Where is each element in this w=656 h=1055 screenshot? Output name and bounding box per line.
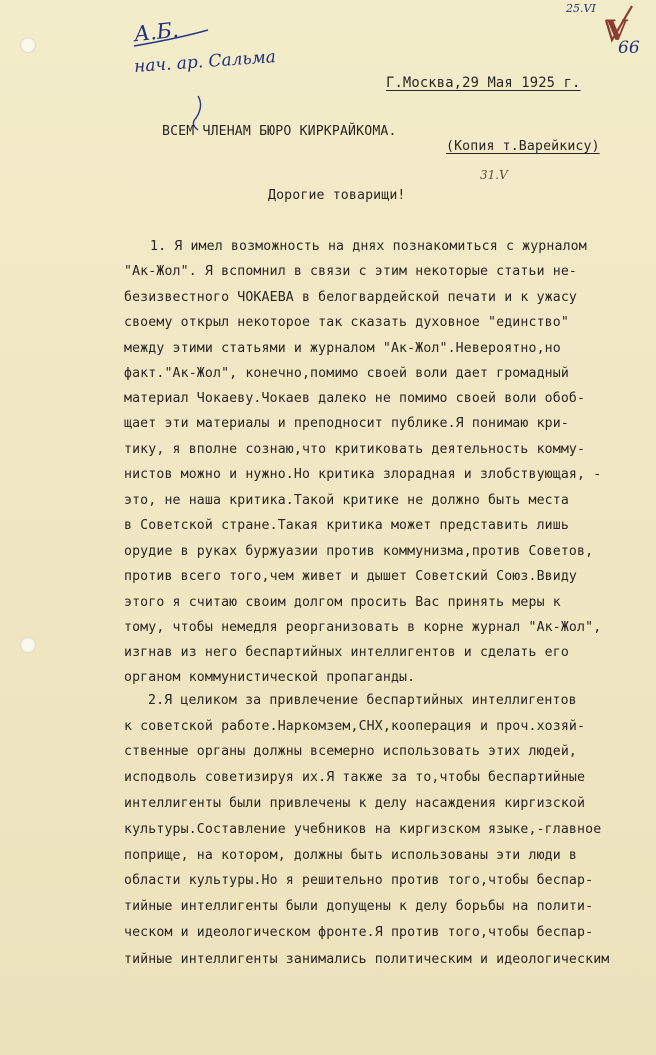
- folio-number: 66: [618, 38, 640, 58]
- body-line: 2.Я целиком за привлечение беспартийных интеллигентов: [148, 693, 577, 708]
- body-line: в Советской стране.Такая критика может представить лишь: [124, 518, 569, 533]
- body-line: органом коммунистической пропаганды.: [124, 670, 416, 685]
- salutation: Дорогие товарищи!: [268, 188, 406, 203]
- body-line: против всего того,чем живет и дышет Советский Союз.Ввиду: [124, 569, 578, 584]
- body-line: изгнав из него беспартийных интеллигентов и сделать его: [124, 645, 569, 660]
- body-line: интеллигенты были привлечены к делу насаждения киргизской: [124, 796, 586, 811]
- body-line: факт."Ак-Жол", конечно,помимо своей воли дает громадный: [124, 366, 569, 381]
- copy-to: (Копия т.Варейкису): [446, 139, 600, 154]
- body-line: щает эти материалы и преподносит публике.Я понимаю кри-: [124, 416, 569, 431]
- body-line: нистов можно и нужно.Но критика злорадная и злобствующая, -: [124, 467, 602, 482]
- body-line: тику, я вполне сознаю,что критиковать деятельность комму-: [124, 442, 586, 457]
- body-line: безизвестного ЧОКАЕВА в белогвардейской печати и к ужасу: [124, 290, 578, 305]
- body-line: тому, чтобы немедля реорганизовать в корне журнал "Ак-Жол",: [124, 620, 602, 635]
- body-line: культуры.Составление учебников на киргизском языке,-главное: [124, 822, 602, 837]
- top-right-note: 25.VI: [566, 2, 596, 15]
- body-line: 1. Я имел возможность на днях познакомиться с журналом: [150, 239, 587, 254]
- body-line: это, не наша критика.Такой критике не должно быть места: [124, 493, 569, 508]
- body-line: орудие в руках буржуазии против коммунизма,против Советов,: [124, 544, 594, 559]
- body-line: области культуры.Но я решительно против того,чтобы беспар-: [124, 873, 594, 888]
- body-line: к советской работе.Наркомзем,СНХ,кооперация и проч.хозяй-: [124, 719, 586, 734]
- body-line: ческом и идеологическом фронте.Я против того,чтобы беспар-: [124, 925, 594, 940]
- body-line: между этими статьями и журналом "Ак-Жол".Невероятно,но: [124, 341, 561, 356]
- handwriting-strokes: [0, 0, 656, 200]
- body-line: исподволь советизируя их.Я также за то,чтобы беспартийные: [124, 770, 586, 785]
- body-line: поприще, на котором, должны быть использованы эти люди в: [124, 848, 578, 863]
- check-mark: V: [606, 14, 628, 47]
- body-line: материал Чокаеву.Чокаев далеко не помимо своей воли обоб-: [124, 391, 586, 406]
- body-line: ственные органы должны всемерно использовать этих людей,: [124, 744, 578, 759]
- addressee: ВСЕМ ЧЛЕНАМ БЮРО КИРКРАЙКОМА.: [162, 124, 397, 139]
- place-and-date: Г.Москва,29 Мая 1925 г.: [386, 75, 581, 91]
- body-line: этого я считаю своим долгом просить Вас принять меры к: [124, 595, 561, 610]
- body-line: "Ак-Жол". Я вспомнил в связи с этим некоторые статьи не-: [124, 264, 578, 279]
- body-line: тийные интеллигенты занимались политическим и идеологическим: [124, 952, 610, 967]
- date-mark: 31.V: [480, 168, 508, 182]
- punch-hole-bottom: [20, 637, 36, 653]
- body-line: своему открыл некоторое так сказать духовное "единство": [124, 315, 569, 330]
- body-line: тийные интеллигенты были допущены к делу борьбы на полити-: [124, 899, 594, 914]
- handwritten-initials: А.Б.: [132, 17, 180, 47]
- handwritten-resolution: нач. ар. Сальма: [133, 47, 277, 77]
